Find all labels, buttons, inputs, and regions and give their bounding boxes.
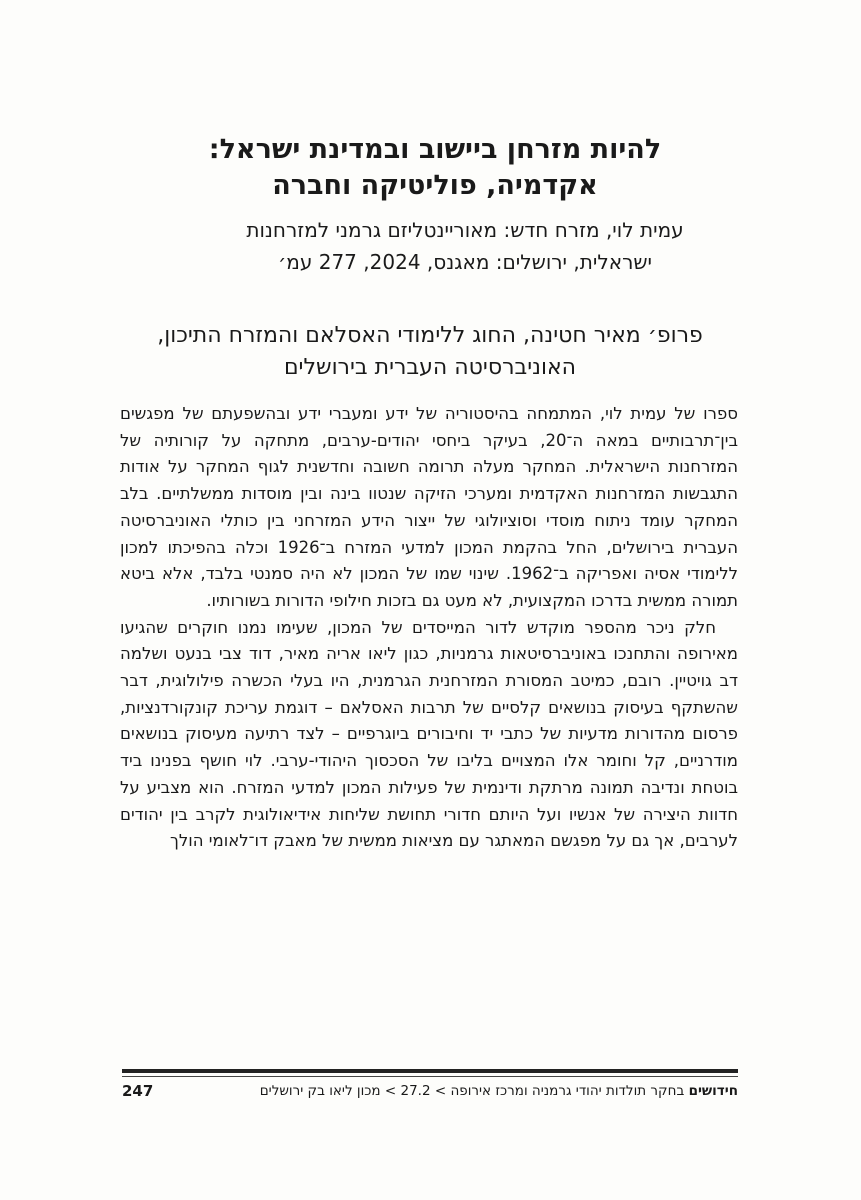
book-citation-line-1: עמית לוי, מזרח חדש: מאוריינטליזם גרמני למזרחנות — [246, 218, 684, 242]
body-paragraph-1: ספרו של עמית לוי, המתמחה בהיסטוריה של ידע ומעברי ידע ובהשפעתם של מפגשים בין־תרבותיים במאה ה־20, בעיקר ביחסי יהודים-ערבים, מתחקה על קורותיה של המזרחנות הישראלית. המחקר מעלה תרומה חשובה וחדשנית לגוף המחקר על אודות התגבשות המזרחנות האקדמית ומערכי הזיקה שנטוו בינה ובין מוסדות ממשלתיים. בלב המחקר עומד ניתוח מוסדי וסוציולוגי של ייצור הידע המזרחני בין כותלי האוניברסיטה העברית בירושלים, החל בהקמת המכון למדעי המזרח ב־1926 וכלה בהפיכתו למכון ללימודי אסיה ואפריקה ב־1962. שינוי שמו של המכון לא היה סמנטי בלבד, אלא ביטא תמורה ממשית בדרכו המקצועית, לא מעט גם בזכות חילופי הדורות בשורותיו. — [120, 404, 739, 610]
footer-journal-description: בחקר תולדות יהודי גרמניה ומרכז אירופה — [450, 1083, 685, 1099]
title-line-2: אקדמיה, פוליטיקה וחברה — [272, 170, 598, 201]
footer-separator-1: > — [434, 1083, 447, 1099]
footer-publication-info — [260, 1080, 738, 1102]
book-citation — [150, 214, 780, 278]
article-title — [110, 132, 760, 204]
body-paragraph-2: חלק ניכר מהספר מוקדש לדור המייסדים של המכון, שעימו נמנו חוקרים שהגיעו מאירופה והתחנכו באוניברסיטאות גרמניות, כגון ליאו אריה מאיר, דוד צבי בנעט ושלמה דב גויטיין. רובם, כמיטב המסורת המזרחנית הגרמנית, היו בעלי הכשרה פילולוגית, דבר שהשתקף בעיסוק בנושאים קלסיים של תרבות האסלאם – דוגמת עריכת קונקורדנציות, פרסום מהדורות מדעיות של כתבי יד וחיבורים ביוגרפיים – לצד רתיעה מעיסוק בנושאים מודרניים, קל וחומר אלו המצויים בליבו של הסכסוך היהודי-ערבי. לוי חושף בפנינו ביד בוטחת ונדיבה תמונה מרתקת ודינמית של פעילות המכון למדעי המזרח. הוא מצביע על חדוות היצירה של אנשיו ועל היותם חדורי תחושת שליחות אידיאולוגית לקרב בין יהודים לערבים, אך גם על מפגשם המאתגר עם מציאות ממשית של מאבק דו־לאומי הולך — [120, 617, 738, 851]
footer-journal-name: חידושים — [688, 1083, 738, 1099]
footer-institute: מכון ליאו בק ירושלים — [259, 1083, 381, 1099]
book-citation-line-2: ישראלית, ירושלים: מאגנס, 2024, 277 עמ׳ — [277, 250, 653, 274]
page-number: 247 — [122, 1082, 154, 1100]
footer-separator-2: > — [384, 1083, 397, 1099]
footer-rule-thick — [122, 1069, 738, 1073]
article-body — [120, 401, 738, 855]
review-author — [120, 320, 740, 384]
author-line-1: פרופ׳ מאיר חטינה, החוג ללימודי האסלאם והמזרח התיכון, — [157, 323, 703, 348]
footer-issue-number: 27.2 — [400, 1083, 431, 1099]
footer-rule-thin — [122, 1076, 738, 1077]
title-line-1: להיות מזרחן ביישוב ובמדינת ישראל: — [208, 134, 662, 165]
running-footer — [122, 1080, 738, 1102]
author-line-2: האוניברסיטה העברית בירושלים — [283, 355, 577, 380]
